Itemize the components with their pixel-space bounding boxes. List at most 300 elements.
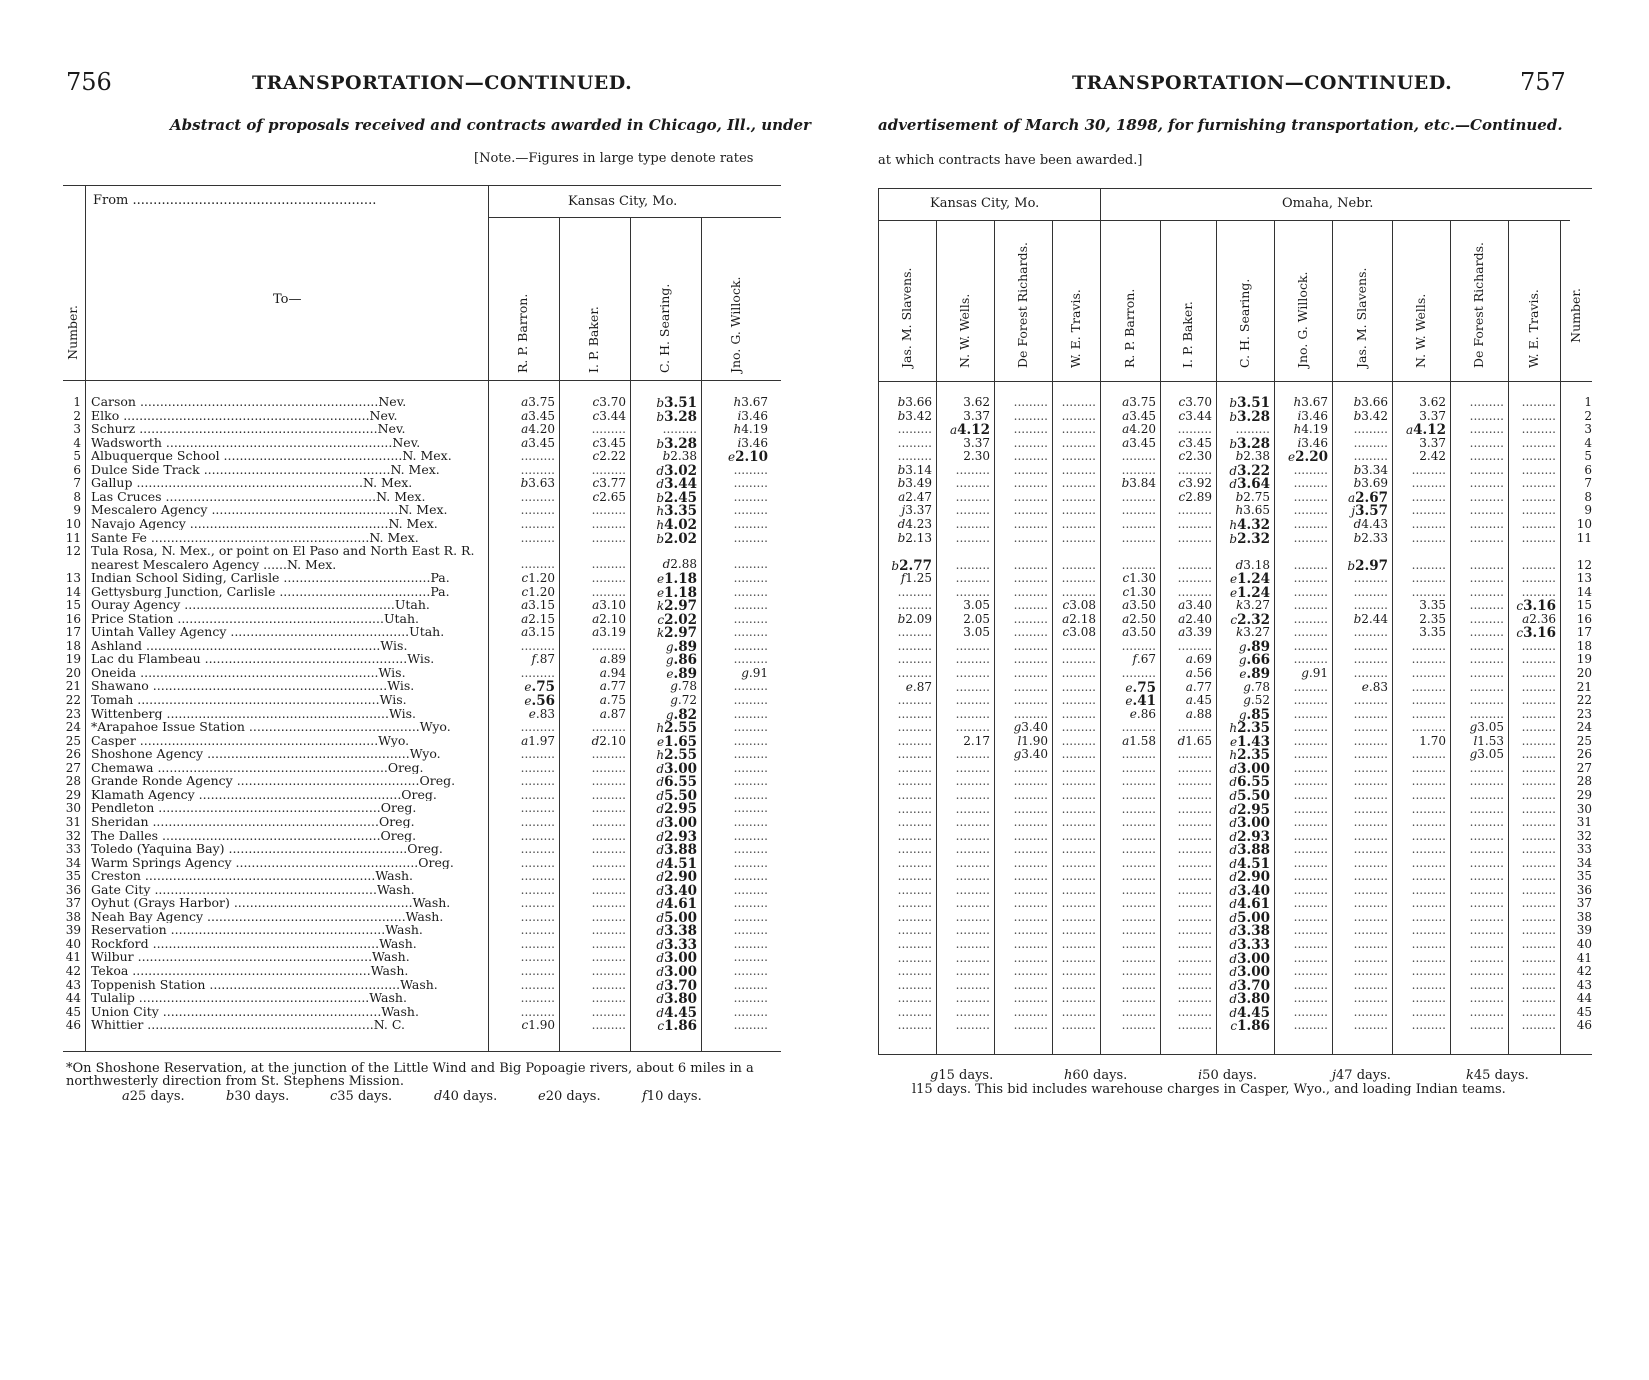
- rate-cell: g.91: [741, 665, 768, 680]
- footnote-key: f10 days.: [642, 1089, 702, 1104]
- rate-cell: .........: [955, 774, 990, 789]
- rate-cell: .........: [591, 530, 626, 545]
- row-number: 25: [1576, 733, 1592, 748]
- rate-cell: .........: [1061, 679, 1096, 694]
- rate-cell: .........: [1293, 503, 1328, 518]
- rate-cell: .........: [591, 964, 626, 978]
- rate-cell: .........: [1121, 530, 1156, 545]
- rate-cell: .........: [955, 693, 990, 708]
- row-number: 26: [1576, 747, 1592, 762]
- rate-cell: .........: [1177, 964, 1212, 979]
- rate-cell: .........: [1521, 435, 1556, 450]
- rate-cell: .........: [955, 747, 990, 762]
- rate-cell: .........: [1521, 760, 1556, 775]
- rate-cell: .........: [733, 733, 768, 748]
- rate-cell: e.75: [1125, 679, 1156, 696]
- rate-cell: .........: [1469, 964, 1504, 979]
- footnote-key: d40 days.: [434, 1089, 498, 1104]
- rate-cell: .........: [733, 855, 768, 870]
- rate-cell: .........: [1411, 489, 1446, 504]
- rate-cell: .........: [1293, 855, 1328, 870]
- rate-cell: .........: [1013, 909, 1048, 924]
- rate-cell: .........: [955, 638, 990, 653]
- rate-cell: .........: [520, 936, 555, 951]
- rate-cell: .........: [733, 516, 768, 531]
- rate-cell: .........: [1121, 503, 1156, 518]
- rate-cell: .........: [1061, 476, 1096, 491]
- rate-cell: .........: [897, 896, 932, 911]
- rate-cell: a2.10: [592, 611, 626, 626]
- rate-cell: .........: [1353, 706, 1388, 721]
- rate-cell: .........: [591, 584, 626, 599]
- row-number: 9: [1584, 503, 1592, 518]
- rate-cell: b3.49: [897, 476, 932, 491]
- row-number: 27: [1576, 760, 1592, 775]
- destination: Shoshone Agency ...................................................Wyo.: [91, 747, 441, 761]
- rate-cell: .........: [591, 828, 626, 843]
- rate-cell: c3.92: [1178, 476, 1212, 491]
- rate-cell: .........: [955, 1004, 990, 1019]
- rate-cell: .........: [1353, 422, 1388, 437]
- rate-cell: i3.46: [1297, 435, 1328, 450]
- rate-cell: .........: [733, 530, 768, 545]
- rate-cell: .........: [1353, 950, 1388, 965]
- rate-cell: .........: [897, 909, 932, 924]
- rate-cell: k3.27: [1236, 598, 1270, 613]
- rate-cell: .........: [1469, 503, 1504, 518]
- row-number: 20: [65, 665, 81, 680]
- rate-cell: .........: [1353, 638, 1388, 653]
- rate-cell: .........: [1293, 679, 1328, 694]
- rate-cell: .........: [1013, 435, 1048, 450]
- col-header: W. E. Travis.: [1526, 289, 1541, 368]
- destination: Albuquerque School .............................................N. Mex.: [91, 449, 452, 463]
- rate-cell: c3.16: [1516, 625, 1556, 642]
- rate-cell: .........: [1411, 801, 1446, 816]
- rate-cell: .........: [1121, 991, 1156, 1006]
- row-number: 15: [65, 598, 81, 613]
- row-number: 24: [65, 720, 81, 735]
- rate-cell: .........: [1061, 449, 1096, 464]
- rate-cell: e.83: [528, 706, 555, 721]
- rate-cell: .........: [1013, 598, 1048, 613]
- rate-cell: .........: [897, 923, 932, 938]
- rate-cell: .........: [1013, 1004, 1048, 1019]
- rate-cell: .........: [955, 991, 990, 1006]
- destination: Casper ............................................................Wyo.: [91, 733, 410, 748]
- rate-cell: h2.35: [1229, 720, 1270, 737]
- rate-cell: .........: [1411, 937, 1446, 951]
- destination: Chemawa ..........................................................Oreg.: [91, 760, 424, 775]
- rate-cell: d4.51: [656, 855, 697, 872]
- rate-cell: .........: [897, 706, 932, 721]
- row-number: 23: [1576, 706, 1592, 721]
- rate-cell: .........: [1469, 815, 1504, 830]
- rate-cell: .........: [1177, 760, 1212, 775]
- rate-cell: .........: [591, 760, 626, 775]
- rate-cell: 3.62: [963, 395, 990, 409]
- rate-cell: .........: [1121, 964, 1156, 979]
- rate-cell: .........: [1411, 760, 1446, 775]
- row-number: 7: [73, 476, 81, 491]
- rate-cell: .........: [733, 571, 768, 586]
- rate-cell: .........: [955, 530, 990, 545]
- rate-cell: b2.75: [1235, 489, 1270, 504]
- row-number: 12: [65, 544, 81, 559]
- rate-cell: .........: [733, 977, 768, 992]
- rate-cell: .........: [1353, 598, 1388, 613]
- rate-cell: .........: [1411, 503, 1446, 518]
- rate-cell: .........: [1469, 760, 1504, 775]
- rate-cell: .........: [897, 422, 932, 437]
- rate-cell: .........: [1061, 666, 1096, 680]
- rate-cell: .........: [1013, 964, 1048, 979]
- rate-cell: e.56: [524, 693, 555, 709]
- rate-cell: .........: [591, 557, 626, 572]
- rate-cell: .........: [1061, 638, 1096, 653]
- rate-cell: .........: [1521, 733, 1556, 748]
- rate-cell: .........: [897, 720, 932, 735]
- rate-cell: .........: [1293, 977, 1328, 992]
- rate-cell: b2.33: [1353, 530, 1388, 545]
- rate-cell: .........: [897, 828, 932, 843]
- row-number: 13: [65, 571, 81, 586]
- rate-cell: c2.22: [592, 449, 626, 464]
- rate-cell: .........: [1353, 896, 1388, 911]
- rate-cell: .........: [1411, 516, 1446, 531]
- rate-cell: b3.66: [897, 395, 932, 409]
- rate-cell: .........: [1177, 584, 1212, 599]
- rate-cell: .........: [1121, 462, 1156, 477]
- rate-cell: .........: [591, 720, 626, 735]
- footnote-l-right: l15 days. This bid includes warehouse charges in Casper, Wyo., and loading Indian teams.: [912, 1082, 1506, 1097]
- rate-cell: g3.40: [1013, 747, 1048, 762]
- rate-cell: .........: [1293, 896, 1328, 911]
- rate-cell: .........: [1411, 950, 1446, 965]
- rate-cell: .........: [1469, 896, 1504, 911]
- rate-cell: b3.51: [656, 395, 697, 411]
- rate-cell: .........: [1469, 991, 1504, 1006]
- rate-cell: b3.28: [656, 435, 697, 452]
- rate-cell: .........: [520, 720, 555, 735]
- rate-cell: b3.42: [897, 408, 932, 423]
- rate-cell: .........: [1521, 408, 1556, 423]
- rate-cell: .........: [1061, 435, 1096, 450]
- rate-cell: .........: [955, 462, 990, 477]
- rate-cell: a.88: [1185, 706, 1212, 721]
- rate-cell: .........: [1353, 1004, 1388, 1019]
- rate-cell: .........: [1061, 489, 1096, 504]
- row-number: 8: [1584, 489, 1592, 504]
- rate-cell: .........: [1469, 476, 1504, 491]
- rate-cell: c3.77: [592, 476, 626, 491]
- footnote-key: b30 days.: [226, 1089, 290, 1104]
- row-number: 19: [1576, 652, 1592, 667]
- rate-cell: d3.00: [656, 760, 697, 777]
- rate-cell: .........: [897, 733, 932, 748]
- rate-cell: .........: [897, 869, 932, 884]
- rate-cell: g.78: [1243, 679, 1270, 694]
- rate-cell: .........: [955, 706, 990, 721]
- rate-cell: .........: [520, 923, 555, 938]
- col-header-willock: Jno. G. Willock.: [728, 276, 743, 373]
- rate-cell: .........: [1521, 706, 1556, 721]
- rate-cell: .........: [733, 828, 768, 843]
- rate-cell: d2.93: [1229, 828, 1270, 845]
- rate-cell: .........: [1293, 462, 1328, 477]
- rate-cell: .........: [1411, 869, 1446, 884]
- rate-cell: .........: [1121, 1004, 1156, 1019]
- rate-cell: .........: [1177, 882, 1212, 897]
- rate-cell: .........: [897, 977, 932, 992]
- rate-cell: .........: [1177, 855, 1212, 870]
- rate-cell: .........: [1177, 937, 1212, 951]
- rate-cell: .........: [1293, 842, 1328, 857]
- rate-cell: .........: [1061, 909, 1096, 924]
- destination: Rockford .........................................................Wash.: [91, 936, 417, 951]
- rate-cell: .........: [1061, 693, 1096, 708]
- destination: Wittenberg ........................................................Wis.: [91, 706, 416, 721]
- destination: Sheridan .........................................................Oreg.: [91, 814, 415, 829]
- rate-cell: .........: [1013, 476, 1048, 491]
- row-number: 3: [73, 422, 81, 437]
- rate-cell: .........: [1411, 787, 1446, 802]
- rate-cell: .........: [520, 489, 555, 504]
- rate-cell: .........: [591, 991, 626, 1006]
- rate-cell: .........: [1411, 882, 1446, 897]
- rate-cell: .........: [1293, 869, 1328, 884]
- rate-cell: d3.00: [656, 950, 697, 967]
- rate-cell: .........: [520, 828, 555, 843]
- destination: Grande Ronde Agency ..............................................Oreg.: [91, 774, 456, 788]
- rate-cell: .........: [1121, 882, 1156, 897]
- col-header: C. H. Searing.: [1237, 278, 1252, 368]
- rate-cell: .........: [591, 936, 626, 951]
- rate-cell: .........: [897, 449, 932, 464]
- rate-cell: 2.42: [1419, 449, 1446, 464]
- row-number: 14: [1576, 584, 1592, 599]
- rate-cell: .........: [733, 991, 768, 1006]
- rate-cell: k3.27: [1236, 625, 1270, 640]
- rate-cell: d2.93: [656, 828, 697, 845]
- rate-cell: d3.70: [656, 977, 697, 994]
- rate-cell: j3.57: [1351, 503, 1388, 520]
- rate-cell: .........: [955, 584, 990, 599]
- rate-cell: .........: [733, 679, 768, 694]
- rate-cell: .........: [1013, 706, 1048, 721]
- rate-cell: a3.50: [1122, 598, 1156, 613]
- rate-cell: d6.55: [1229, 774, 1270, 791]
- from-label: From ...........................................................: [93, 193, 377, 208]
- rate-cell: d4.23: [897, 516, 932, 531]
- rate-cell: .........: [955, 882, 990, 897]
- rate-cell: .........: [1469, 638, 1504, 653]
- rate-cell: .........: [520, 665, 555, 680]
- rate-cell: b2.45: [656, 489, 697, 506]
- rate-cell: .........: [1061, 733, 1096, 748]
- rate-cell: .........: [1061, 584, 1096, 599]
- rate-cell: .........: [1353, 584, 1388, 599]
- rate-cell: a3.45: [521, 435, 555, 450]
- row-number: 27: [65, 760, 81, 775]
- rate-cell: .........: [955, 516, 990, 531]
- rate-cell: .........: [733, 923, 768, 938]
- row-number: 42: [65, 964, 81, 978]
- rate-cell: f.87: [531, 652, 555, 667]
- col-header-baker: I. P. Baker.: [586, 306, 601, 373]
- rate-cell: h3.67: [733, 395, 768, 409]
- destination: Reservation ......................................................Wash.: [91, 923, 423, 937]
- col-header-searing: C. H. Searing.: [657, 283, 672, 373]
- rate-cell: .........: [897, 638, 932, 653]
- rate-cell: d3.22: [1229, 462, 1270, 479]
- rate-cell: .........: [1121, 977, 1156, 992]
- rate-cell: .........: [591, 422, 626, 437]
- rate-cell: l1.90: [1017, 733, 1048, 748]
- rate-cell: .........: [955, 787, 990, 802]
- rate-cell: g.85: [1238, 706, 1270, 723]
- rate-cell: a3.45: [1122, 408, 1156, 423]
- rate-cell: .........: [1521, 1004, 1556, 1019]
- rate-cell: .........: [1469, 787, 1504, 802]
- rate-cell: .........: [1411, 571, 1446, 586]
- rate-cell: .........: [1521, 882, 1556, 897]
- destination: Gettysburg Junction, Carlisle ......................................Pa.: [91, 584, 450, 599]
- rate-cell: .........: [1121, 950, 1156, 965]
- rate-cell: .........: [897, 815, 932, 830]
- rate-cell: a.75: [599, 693, 626, 707]
- rate-cell: a4.20: [521, 422, 555, 437]
- rate-cell: .........: [1293, 720, 1328, 735]
- rate-cell: .........: [955, 801, 990, 816]
- rate-cell: .........: [1013, 828, 1048, 843]
- rate-cell: .........: [1469, 679, 1504, 694]
- rate-cell: .........: [591, 571, 626, 586]
- rate-cell: .........: [1469, 571, 1504, 586]
- rate-cell: g.66: [1238, 652, 1270, 669]
- rate-cell: a2.50: [1122, 611, 1156, 626]
- rate-cell: a2.67: [1347, 489, 1388, 506]
- rate-cell: .........: [1013, 787, 1048, 802]
- rate-cell: c3.70: [592, 395, 626, 409]
- rate-cell: .........: [1469, 774, 1504, 789]
- row-number: 11: [1576, 530, 1592, 545]
- rate-cell: 2.05: [963, 611, 990, 626]
- rate-cell: .........: [1353, 909, 1388, 924]
- rate-cell: .........: [733, 896, 768, 911]
- rate-cell: .........: [1121, 937, 1156, 951]
- rate-cell: .........: [1061, 462, 1096, 477]
- rate-cell: b3.69: [1353, 476, 1388, 491]
- rate-cell: .........: [1411, 1004, 1446, 1019]
- row-number: 38: [1576, 909, 1592, 924]
- rate-cell: .........: [1121, 489, 1156, 504]
- rate-cell: .........: [1121, 896, 1156, 911]
- rate-cell: c3.08: [1062, 625, 1096, 640]
- rate-cell: .........: [955, 666, 990, 680]
- destination: Oneida ............................................................Wis.: [91, 665, 406, 680]
- rate-cell: .........: [1521, 747, 1556, 762]
- rate-cell: .........: [1013, 896, 1048, 911]
- rate-cell: .........: [1411, 964, 1446, 979]
- rate-cell: .........: [733, 557, 768, 572]
- rate-cell: .........: [897, 760, 932, 775]
- rate-cell: .........: [1061, 950, 1096, 965]
- rate-cell: i3.46: [737, 408, 768, 423]
- destination: Whittier .........................................................N. C.: [91, 1018, 405, 1032]
- row-number: 46: [65, 1018, 81, 1033]
- row-number: 18: [65, 638, 81, 653]
- rate-cell: .........: [1121, 516, 1156, 531]
- rate-cell: .........: [733, 842, 768, 857]
- rate-cell: .........: [1521, 395, 1556, 409]
- rate-cell: .........: [1013, 801, 1048, 816]
- rate-cell: .........: [591, 638, 626, 653]
- rate-cell: c1.86: [657, 1018, 697, 1035]
- rate-cell: .........: [733, 638, 768, 653]
- row-number: 32: [1576, 828, 1592, 843]
- rate-cell: b2.44: [1353, 611, 1388, 626]
- rate-cell: .........: [733, 869, 768, 884]
- rate-cell: .........: [955, 720, 990, 735]
- rate-cell: b3.28: [1229, 408, 1270, 425]
- rate-cell: b2.02: [656, 530, 697, 547]
- rate-cell: .........: [1469, 706, 1504, 721]
- rate-cell: .........: [520, 462, 555, 477]
- rate-cell: b2.13: [897, 530, 932, 545]
- rate-cell: b3.28: [1229, 435, 1270, 452]
- rate-cell: .........: [1411, 666, 1446, 680]
- rate-cell: .........: [1353, 774, 1388, 789]
- subtitle-right: advertisement of March 30, 1898, for furnishing transportation, etc.—Continued.: [878, 116, 1563, 134]
- rate-cell: .........: [733, 950, 768, 965]
- rate-cell: .........: [955, 815, 990, 830]
- rate-cell: d2.90: [656, 869, 697, 886]
- rate-cell: e.75: [524, 679, 555, 696]
- rate-cell: .........: [1521, 787, 1556, 802]
- rate-cell: .........: [1353, 828, 1388, 843]
- rate-cell: .........: [1353, 747, 1388, 762]
- rate-cell: .........: [591, 923, 626, 938]
- rate-cell: b2.97: [1347, 557, 1388, 574]
- rate-cell: .........: [733, 814, 768, 829]
- row-number: 1: [1584, 395, 1592, 409]
- rate-cell: .........: [591, 896, 626, 911]
- rate-cell: d2.95: [656, 801, 697, 818]
- rate-cell: .........: [1013, 937, 1048, 951]
- destination: Navajo Agency ..................................................N. Mex.: [91, 516, 438, 531]
- rate-cell: .........: [1293, 909, 1328, 924]
- rate-cell: d4.51: [1229, 855, 1270, 872]
- rate-cell: g3.40: [1013, 720, 1048, 735]
- rate-cell: .........: [1411, 638, 1446, 653]
- rate-cell: .........: [1061, 787, 1096, 802]
- rate-cell: .........: [1177, 516, 1212, 531]
- row-number: 44: [1576, 991, 1592, 1006]
- rate-cell: .........: [1469, 598, 1504, 613]
- col-header: R. P. Barron.: [1122, 288, 1137, 368]
- rate-cell: .........: [1353, 977, 1388, 992]
- rate-cell: .........: [1521, 462, 1556, 477]
- footnote-key: c35 days.: [330, 1089, 393, 1104]
- rate-cell: g3.05: [1469, 720, 1504, 735]
- col-header: Jno. G. Willock.: [1295, 271, 1310, 368]
- rate-cell: .........: [1411, 815, 1446, 830]
- rate-cell: .........: [1121, 1018, 1156, 1033]
- row-number: 18: [1576, 638, 1592, 653]
- rate-cell: .........: [591, 842, 626, 857]
- rate-cell: h4.19: [1293, 422, 1328, 437]
